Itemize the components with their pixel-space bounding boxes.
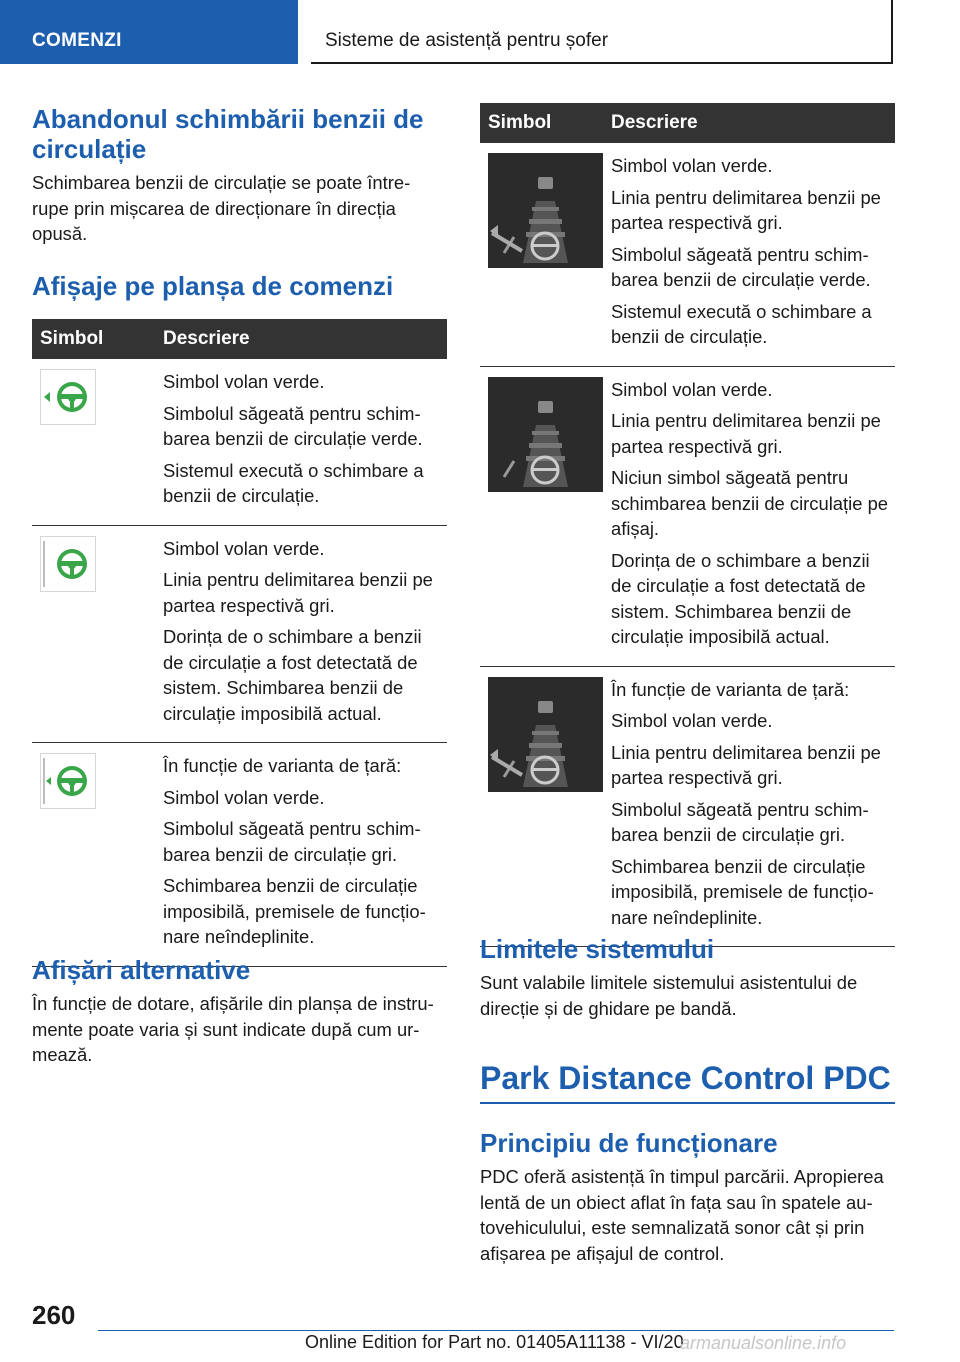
table-row bbox=[480, 367, 895, 667]
table-row bbox=[480, 667, 895, 948]
rrow3-line4: Simbolul săgeată pentru schim-barea benzii de circulație gri. bbox=[611, 798, 869, 845]
row1-line2: Simbolul săgeată pentru schim-barea benzii de circulație verde. bbox=[163, 402, 423, 449]
abort-text: Schimbarea benzii de circulație se poate între-rupe prin mișcarea de direcționare în direcția opusă. bbox=[32, 172, 411, 244]
row3-line2: Simbol volan verde. bbox=[163, 786, 325, 808]
pdc-title: Park Distance Control PDC bbox=[480, 1058, 895, 1104]
right-symbol-table bbox=[480, 103, 895, 947]
rrow1-line4: Sistemul execută o schimbare a benzii de circulație. bbox=[611, 300, 872, 347]
rrow3-line1: În funcție de varianta de țară: bbox=[611, 678, 850, 700]
lane-change-display-icon bbox=[488, 677, 603, 792]
rrow2-line4: Dorința de o schimbare a benzii de circulație a fost detectată de sistem. Schimbarea benzii de circulație imposibilă actual. bbox=[611, 549, 870, 647]
col-desc: Descriere bbox=[611, 112, 698, 133]
lane-change-display-icon bbox=[488, 377, 603, 492]
row2-line1: Simbol volan verde. bbox=[163, 537, 325, 559]
abort-title: Abandonul schimbării benzii de circulație bbox=[32, 104, 424, 164]
row2-line2: Linia pentru delimitarea benzii pe partea respectivă gri. bbox=[163, 569, 433, 616]
rrow1-line2: Linia pentru delimitarea benzii pe partea respectivă gri. bbox=[611, 186, 881, 233]
steering-wheel-green-icon bbox=[40, 536, 96, 592]
row3-line1: În funcție de varianta de țară: bbox=[163, 755, 402, 776]
col-symbol: Simbol bbox=[488, 112, 552, 133]
limits-text: Sunt valabile limitele sistemului asistentului de direcție și de ghidare pe bandă. bbox=[480, 972, 858, 1019]
lane-change-arrow-icon bbox=[40, 753, 96, 809]
row1-line1: Simbol volan verde. bbox=[163, 371, 325, 392]
lane-change-arrow-icon bbox=[40, 369, 96, 425]
footer-edition: Online Edition for Part no. 01405A11138 - VI/20 bbox=[305, 1332, 684, 1352]
table-row bbox=[32, 743, 447, 967]
alt-title: Afișări alternative bbox=[32, 955, 251, 985]
row1-line3: Sistemul execută o schimbare a benzii de circulație. bbox=[163, 459, 424, 506]
alt-text: În funcție de dotare, afișările din planșa de instru-mente poate varia și sunt indicate după cum ur-mează. bbox=[32, 993, 434, 1065]
display-title: Afișaje pe planșa de comenzi bbox=[32, 271, 394, 301]
table-row bbox=[32, 526, 447, 744]
table-header bbox=[32, 319, 447, 359]
principle-title: Principiu de funcționare bbox=[480, 1128, 778, 1158]
watermark: armanualsonline.info bbox=[680, 1333, 847, 1353]
rrow2-line1: Simbol volan verde. bbox=[611, 378, 773, 400]
limits-title: Limitele sistemului bbox=[480, 934, 715, 964]
col-symbol: Simbol bbox=[40, 328, 104, 349]
row2-line3: Dorința de o schimbare a benzii de circulație a fost detectată de sistem. Schimbarea benzii de circulație imposibilă actual. bbox=[163, 626, 422, 724]
lane-change-display-icon bbox=[488, 153, 603, 268]
chapter-label: Sisteme de asistență pentru șofer bbox=[325, 30, 609, 51]
table-row bbox=[32, 359, 447, 526]
col-desc: Descriere bbox=[163, 328, 250, 349]
header-section bbox=[0, 0, 298, 64]
rrow2-line2: Linia pentru delimitarea benzii pe partea respectivă gri. bbox=[611, 410, 881, 457]
row3-line4: Schimbarea benzii de circulație imposibilă, premisele de funcțio-nare neîndeplinite. bbox=[163, 875, 426, 947]
principle-text: PDC oferă asistență în timpul parcării. Apropierea lentă de un obiect aflat în fața sau în spatele au-tovehiculului, este semnalizată sonor cât și prin afișarea pe afișajul de control. bbox=[480, 1166, 884, 1264]
rrow2-line3: Niciun simbol săgeată pentru schimbarea benzii de circulație pe afișaj. bbox=[611, 467, 889, 539]
header-chapter bbox=[311, 0, 893, 64]
page-number: 260 bbox=[32, 1300, 76, 1330]
rrow3-line3: Linia pentru delimitarea benzii pe partea respectivă gri. bbox=[611, 741, 881, 788]
table-row bbox=[480, 143, 895, 367]
row3-line3: Simbolul săgeată pentru schim-barea benzii de circulație gri. bbox=[163, 818, 421, 865]
table-header bbox=[480, 103, 895, 143]
left-symbol-table bbox=[32, 319, 447, 967]
rrow1-line3: Simbolul săgeată pentru schim-barea benzii de circulație verde. bbox=[611, 243, 871, 290]
rrow1-line1: Simbol volan verde. bbox=[611, 155, 773, 176]
rrow3-line2: Simbol volan verde. bbox=[611, 710, 773, 731]
rrow3-line5: Schimbarea benzii de circulație imposibilă, premisele de funcțio-nare neîndeplinite. bbox=[611, 855, 874, 928]
footer-rule bbox=[98, 1330, 894, 1331]
section-label: COMENZI bbox=[32, 30, 122, 51]
